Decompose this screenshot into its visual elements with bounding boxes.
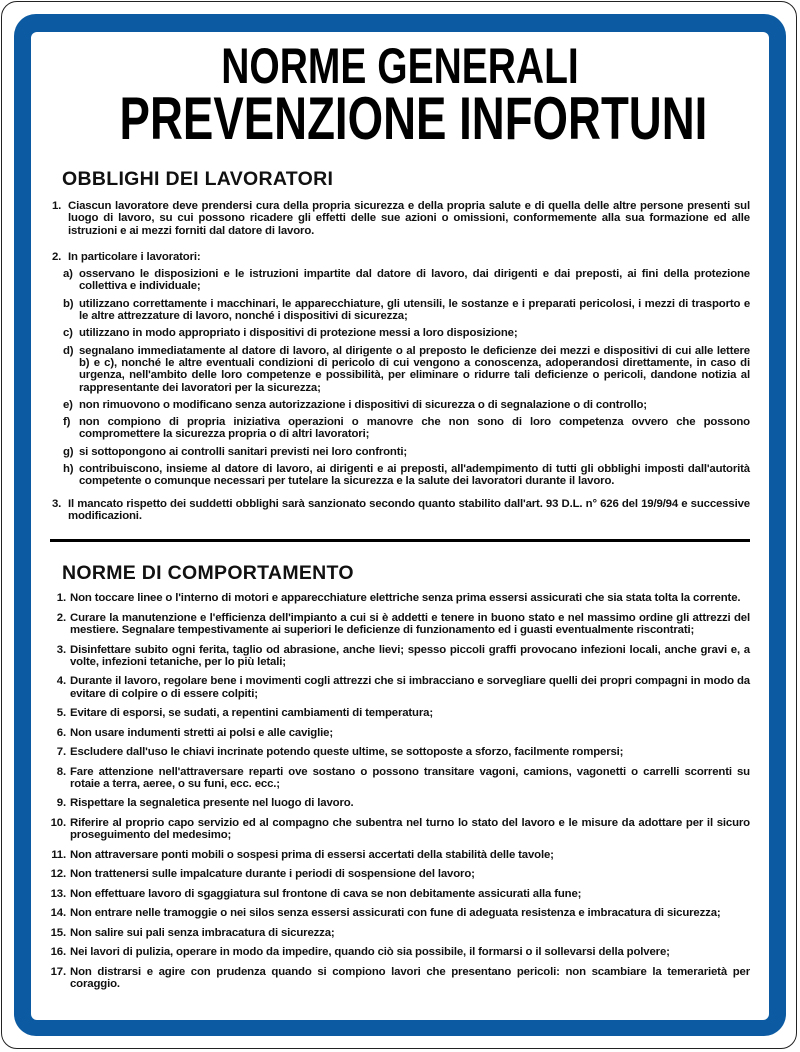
sub-item-text: utilizzano correttamente i macchinari, le apparecchiature, gli utensili, le sostanze e i preparati pericolosi, i mezzi di trasporto e le altre attrezzature di lavoro, nonché i dispositivi di sicurezza; <box>79 297 750 323</box>
list-item <box>50 746 750 758</box>
item-text: Non entrare nelle tramoggie o nei silos senza essersi assicurati con fune di adeguata resistenza e imbracatura di sicurezza; <box>70 907 721 920</box>
item-number: 1. <box>52 200 62 212</box>
list-item <box>50 868 750 880</box>
item-text: Rispettare la segnaletica presente nel luogo di lavoro. <box>70 797 354 810</box>
item-text: Non usare indumenti stretti ai polsi e alle caviglie; <box>70 726 333 739</box>
item-number: 10. <box>50 816 66 829</box>
item-text: Evitare di esporsi, se sudati, a repentini cambiamenti di temperatura; <box>70 707 433 720</box>
item-text: Curare la manutenzione e l'efficienza dell'impianto a cui si è addetti e tenere in buono stato e nel massimo ordine gli attrezzi del mestiere. Segnalare tempestivamente ai superiori le deficienze di funzionamento ed i guasti eventualmente riscontrati; <box>70 611 750 637</box>
item-number: 12. <box>50 868 66 881</box>
sub-item <box>50 345 750 394</box>
item-number: 9. <box>56 797 66 810</box>
list-item <box>50 200 750 237</box>
sub-item-text: utilizzano in modo appropriato i dispositivi di protezione messi a loro disposizione; <box>79 327 518 340</box>
item-number: 16. <box>50 946 66 959</box>
item-number: 8. <box>56 765 66 778</box>
sub-item-text: si sottopongono ai controlli sanitari previsti nei loro confronti; <box>79 445 408 458</box>
item-text: Il mancato rispetto dei suddetti obblighi sarà sanzionato secondo quanto stabilito dall'art. 93 D.L. n° 626 del 19/9/94 e successive modificazioni. <box>68 497 750 522</box>
sub-item-letter: h) <box>63 463 74 476</box>
sub-item-letter: a) <box>63 268 73 281</box>
section-heading-obblighi: OBBLIGHI DEI LAVORATORI <box>62 168 334 190</box>
sub-item-letter: b) <box>63 297 74 310</box>
list-item <box>50 727 750 739</box>
item-text: Escludere dall'uso le chiavi incrinate potendo queste ultime, se sottoposte a sforzo, facilmente rompersi; <box>70 746 624 759</box>
item-number: 11. <box>51 848 66 861</box>
sub-item <box>50 416 750 441</box>
sub-item-text: osservano le disposizioni e le istruzioni impartite dal datore di lavoro, dai dirigenti e dai preposti, ai fini della protezione collettiva e individuale; <box>79 268 750 293</box>
item-number: 2. <box>52 250 62 263</box>
sub-item <box>50 268 750 293</box>
item-number: 3. <box>52 497 62 510</box>
sub-item <box>50 463 750 488</box>
sign-panel <box>31 32 769 1020</box>
item-number: 5. <box>56 707 66 720</box>
item-number: 1. <box>56 592 66 605</box>
sub-item-text: non rimuovono o modificano senza autorizzazione i dispositivi di sicurezza o di segnalazione o di controllo; <box>79 398 647 411</box>
sub-item-text: contribuiscono, insieme al datore di lavoro, ai dirigenti e ai preposti, all'adempimento di tutti gli obblighi imposti dall'autorità competente o comunque necessari per tutelare la sicurezza e la salute dei lavoratori durante il lavoro. <box>79 463 750 488</box>
sub-item <box>50 446 750 458</box>
list-item <box>50 797 750 809</box>
item-text: Non toccare linee o l'interno di motori e apparecchiature elettriche senza prima essersi assicurati che sia stata tolta la corrente. <box>70 592 741 605</box>
list-item <box>50 707 750 719</box>
item-number: 6. <box>56 726 66 739</box>
item-text: In particolare i lavoratori: <box>68 250 201 263</box>
list-item <box>50 251 750 263</box>
item-text: Non effettuare lavoro di sgaggiatura sul frontone di cava se non debitamente assicurati alla fune; <box>70 887 582 900</box>
item-number: 7. <box>56 746 66 759</box>
list-item <box>50 766 750 791</box>
comportamento-list <box>50 592 750 990</box>
item-text: Non distrarsi e agire con prudenza quando si compiono lavori che presentano pericoli: non scambiare la temerarietà per coraggio. <box>70 965 750 990</box>
sub-item-text: non compiono di propria iniziativa operazioni o manovre che non sono di loro competenza ovvero che possono compromettere la sicurezza propria o di altri lavoratori; <box>79 416 750 441</box>
item-text: Non trattenersi sulle impalcature durante i periodi di sospensione del lavoro; <box>70 868 475 881</box>
list-item <box>50 498 750 523</box>
list-item <box>50 675 750 700</box>
item-text: Non attraversare ponti mobili o sospesi prima di essersi accertati della stabilità delle tavole; <box>70 848 554 861</box>
item-text: Nei lavori di pulizia, operare in modo da impedire, quando ciò sia possibile, il formarsi o il sollevarsi della polvere; <box>70 946 670 959</box>
item-text: Disinfettare subito ogni ferita, taglio od abrasione, anche lievi; spesso piccoli graffi provocano infezioni locali, anche gravi e, a volte, infezioni tetaniche, per lo più letali; <box>70 643 750 668</box>
sub-item <box>50 298 750 323</box>
section-divider <box>50 539 750 542</box>
item-number: 15. <box>50 926 66 939</box>
section-heading-comportamento: NORME DI COMPORTAMENTO <box>62 562 354 585</box>
list-item <box>50 907 750 919</box>
sub-item-text: segnalano immediatamente al datore di lavoro, al dirigente o al preposto le deficienze dei mezzi e dispositivi di cui alle lettere b) e c), nonché le altre eventuali condizioni di pericolo di cui vengono a conoscenza, adoperandosi direttamente, in caso di urgenza, nell'ambito delle loro competenze e possibilità, per eliminare o ridurre tali deficienze o pericoli, dandone notizia al rappresentante dei lavoratori per la sicurezza; <box>79 344 750 394</box>
title-line-2: PREVENZIONE INFORTUNI <box>119 85 708 152</box>
list-item <box>50 888 750 900</box>
sub-item-letter: d) <box>63 344 74 357</box>
sub-list <box>50 268 750 487</box>
sub-item-letter: f) <box>63 416 71 429</box>
list-item <box>50 644 750 669</box>
item-text: Riferire al proprio capo servizio ed al compagno che subentra nel turno lo stato del lavoro e le misure da adottare per il sicuro proseguimento del medesimo; <box>70 816 750 842</box>
item-number: 14. <box>50 907 66 920</box>
list-item <box>50 592 750 604</box>
list-item <box>50 612 750 637</box>
sub-item <box>50 399 750 411</box>
sub-item-letter: e) <box>63 398 73 411</box>
obblighi-list <box>50 200 750 522</box>
item-number: 3. <box>56 643 66 656</box>
sub-item-letter: g) <box>63 445 74 458</box>
item-number: 4. <box>56 675 66 688</box>
item-number: 17. <box>50 965 66 978</box>
item-text: Ciascun lavoratore deve prendersi cura della propria sicurezza e della propria salute e di quella delle altre persone presenti sul luogo di lavoro, su cui possono ricadere gli effetti delle sue azioni o omissioni, conformemente alla sua formazione ed alle istruzioni e ai mezzi forniti dal datore di lavoro. <box>68 200 750 237</box>
list-item <box>50 849 750 861</box>
title-line-1: NORME GENERALI <box>221 38 579 94</box>
sub-item <box>50 327 750 339</box>
sign-content <box>50 168 750 990</box>
item-number: 2. <box>56 611 66 624</box>
item-text: Fare attenzione nell'attraversare reparti ove sostano o possono transitare vagoni, camions, vagonetti o carrelli scorrenti su rotaie a terra, aeree, o su funi, ecc. ecc.; <box>70 765 750 790</box>
item-number: 13. <box>50 887 66 900</box>
list-item <box>50 946 750 958</box>
list-item <box>50 817 750 842</box>
list-item <box>50 966 750 991</box>
item-text: Non salire sui pali senza imbracatura di sicurezza; <box>70 926 335 939</box>
list-item <box>50 927 750 939</box>
sub-item-letter: c) <box>63 327 73 340</box>
item-text: Durante il lavoro, regolare bene i movimenti cogli attrezzi che si imbracciano e sorvegliare quelli dei propri compagni in modo da evitare di colpire o di essere colpiti; <box>70 675 750 700</box>
